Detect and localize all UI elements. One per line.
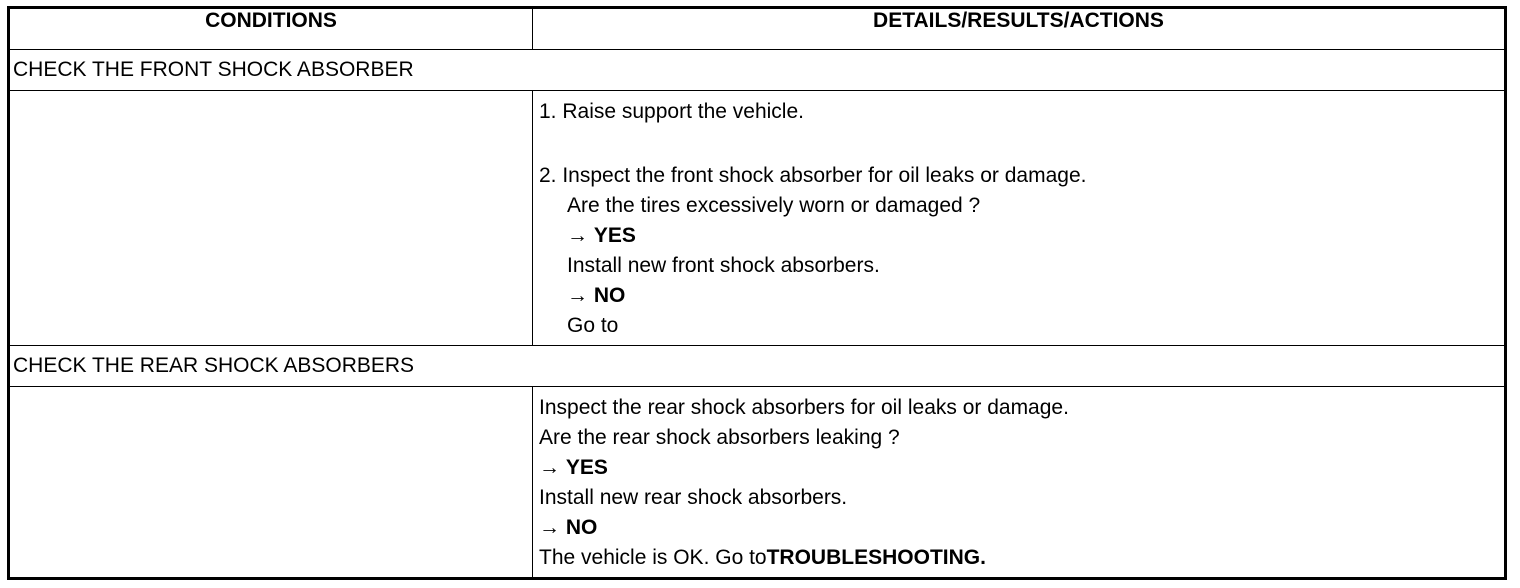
front-yes-label: YES xyxy=(593,224,636,247)
rear-no-label: NO xyxy=(565,516,598,539)
front-step-1: 1. Raise support the vehicle. xyxy=(539,100,804,123)
front-step-2: 2. Inspect the front shock absorber for oil leaks or damage. xyxy=(539,164,1087,187)
section-title-row xyxy=(9,50,1506,91)
rear-question: Are the rear shock absorbers leaking ? xyxy=(539,426,900,449)
front-question: Are the tires excessively worn or damaged ? xyxy=(567,194,981,217)
front-no-label: NO xyxy=(593,284,626,307)
rear-yes-branch xyxy=(539,453,1498,483)
rear-yes-action: Install new rear shock absorbers. xyxy=(539,486,848,509)
rear-yes-label: YES xyxy=(565,456,608,479)
front-yes-branch xyxy=(539,221,1498,251)
rear-conditions-cell xyxy=(9,387,533,579)
rear-no-action xyxy=(539,543,1498,573)
diagnostic-table xyxy=(7,6,1507,580)
front-yes-action: Install new front shock absorbers. xyxy=(567,254,880,277)
rear-detail-row xyxy=(9,387,1506,579)
front-section-title: CHECK THE FRONT SHOCK ABSORBER xyxy=(9,50,1506,91)
arrow-icon: → xyxy=(539,456,560,479)
arrow-icon: → xyxy=(567,224,588,247)
front-no-action: Go to xyxy=(567,314,619,337)
troubleshooting-link[interactable]: TROUBLESHOOTING. xyxy=(766,546,986,569)
arrow-icon: → xyxy=(539,516,560,539)
rear-inspect: Inspect the rear shock absorbers for oil leaks or damage. xyxy=(539,396,1069,419)
rear-section-title: CHECK THE REAR SHOCK ABSORBERS xyxy=(9,346,1506,387)
front-conditions-cell xyxy=(9,91,533,346)
rear-details-cell xyxy=(533,387,1506,579)
front-detail-row xyxy=(9,91,1506,346)
conditions-header: CONDITIONS xyxy=(9,8,533,50)
rear-no-branch xyxy=(539,513,1498,543)
header-row xyxy=(9,8,1506,50)
rear-no-action-text: The vehicle is OK. Go to xyxy=(539,546,767,569)
details-header: DETAILS/RESULTS/ACTIONS xyxy=(533,8,1506,50)
front-no-branch xyxy=(539,281,1498,311)
section-title-row xyxy=(9,346,1506,387)
arrow-icon: → xyxy=(567,284,588,307)
front-details-cell xyxy=(533,91,1506,346)
